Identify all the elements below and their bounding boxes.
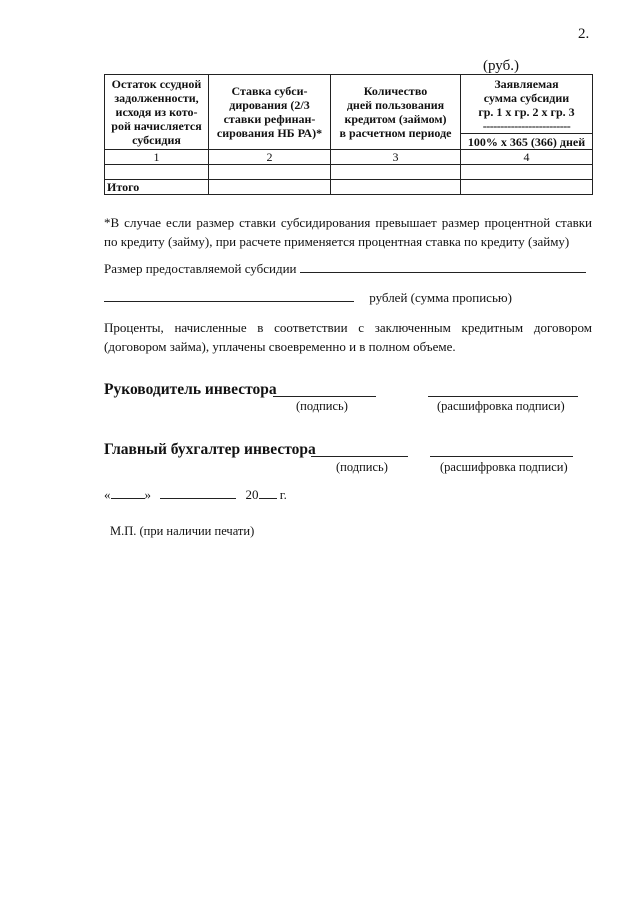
table-cell[interactable]	[209, 165, 331, 180]
table-row	[105, 165, 593, 180]
total-row	[105, 180, 593, 195]
head-signature-field[interactable]	[273, 395, 376, 397]
table-cell[interactable]	[461, 165, 593, 180]
subsidy-amount-row	[104, 258, 586, 277]
interest-statement: Проценты, начисленные в соответствии с заключенным кредитным договором (договором займа), уплачены своевременно и в полном объеме.	[104, 320, 592, 354]
subsidy-amount-label: Размер предоставляемой субсидии	[104, 261, 297, 276]
column-number: 3	[331, 150, 461, 165]
accountant-title: Главный бухгалтер инвестора	[104, 441, 316, 458]
accountant-signature-field[interactable]	[311, 455, 408, 457]
stamp-note: М.П. (при наличии печати)	[110, 524, 255, 538]
head-signature-caption: (подпись)	[296, 399, 348, 413]
table-cell[interactable]	[331, 180, 461, 195]
column-number-row	[105, 150, 593, 165]
date-row	[104, 484, 287, 503]
head-name-field[interactable]	[428, 395, 578, 397]
column-number: 1	[105, 150, 209, 165]
page-number: 2.	[578, 26, 590, 42]
units-label: (руб.)	[483, 58, 519, 74]
table-cell[interactable]	[461, 180, 593, 195]
month-field[interactable]	[160, 484, 236, 499]
column-number: 4	[461, 150, 593, 165]
table-cell[interactable]	[105, 165, 209, 180]
accountant-name-caption: (расшифровка подписи)	[440, 460, 568, 474]
amount-in-words-row	[104, 287, 512, 306]
table-header-row	[105, 75, 593, 150]
amount-in-words-field[interactable]	[104, 287, 354, 302]
footnote: *В случае если размер ставки субсидирования превышает размер процентной ставки по кредиту (займу), при расчете применяется процентная ставка по кредиту (займу)	[104, 215, 592, 249]
year-suffix: г.	[279, 487, 287, 502]
table-cell[interactable]	[331, 165, 461, 180]
formula-divider: -------------------------	[482, 119, 571, 133]
year-prefix: 20	[245, 487, 259, 502]
header-cell-balance: Остаток ссудной задолженности, исходя из кото- рой начисляется субсидия	[105, 75, 209, 150]
date-open-quote: «	[104, 487, 111, 502]
header-cell-rate: Ставка субси- дирования (2/3 ставки рефинан- сирования НБ РА)*	[209, 75, 331, 150]
accountant-signature-caption: (подпись)	[336, 460, 388, 474]
column-number: 2	[209, 150, 331, 165]
year-field[interactable]	[259, 484, 277, 499]
table-cell[interactable]	[209, 180, 331, 195]
head-name-caption: (расшифровка подписи)	[437, 399, 565, 413]
rubles-label: рублей (сумма прописью)	[369, 290, 512, 305]
accountant-name-field[interactable]	[430, 455, 573, 457]
subsidy-amount-field[interactable]	[300, 258, 586, 273]
total-label: Итого	[105, 180, 209, 195]
date-close-quote: »	[144, 487, 151, 502]
day-field[interactable]	[111, 484, 145, 499]
header-cell-amount: Заявляемая сумма субсидии гр. 1 х гр. 2 х гр. 3 ------------------------- 100% х 365 (366) дней	[461, 75, 593, 150]
head-title: Руководитель инвестора	[104, 381, 277, 398]
header-cell-days: Количество дней пользования кредитом (займом) в расчетном периоде	[331, 75, 461, 150]
subsidy-table	[104, 74, 593, 195]
